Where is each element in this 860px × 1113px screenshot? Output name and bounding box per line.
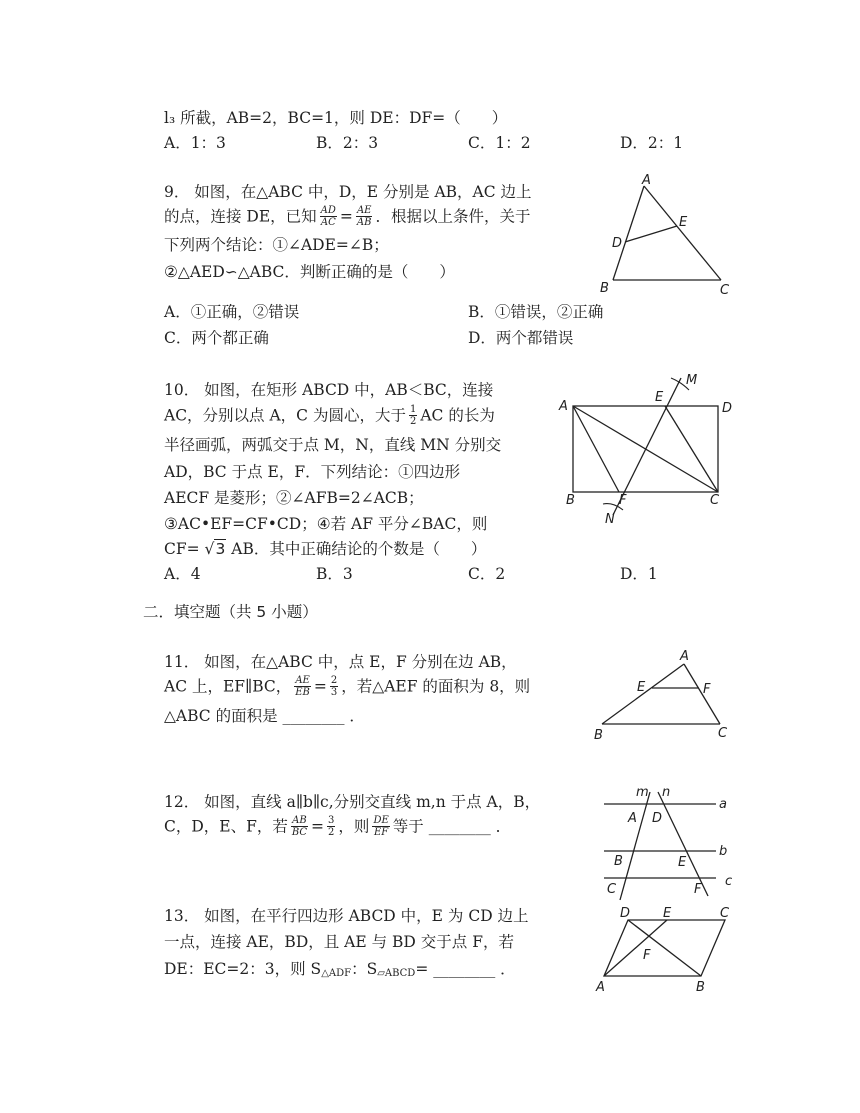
q10-half-fraction: $\frac{1}{2}$ bbox=[409, 404, 417, 427]
q11-line3: △ABC 的面积是 ________ ． bbox=[164, 707, 365, 725]
q8-stem: l₃ 所截，AB=2，BC=1，则 DE：DF=（ ） bbox=[164, 109, 508, 127]
q9-triangle-figure bbox=[590, 172, 740, 298]
q13-label-c: C bbox=[720, 906, 730, 921]
q12-eq: = bbox=[311, 817, 325, 836]
q10-line7 bbox=[164, 539, 486, 559]
q9-label-b: B bbox=[600, 281, 609, 296]
q10-line5: AECF 是菱形；②∠AFB=2∠ACB； bbox=[164, 489, 424, 507]
q9-frac2: $\frac{AE}{AB}$ bbox=[356, 205, 372, 228]
q12-label-b: B bbox=[614, 854, 623, 869]
q12-frac3: $\frac{DE}{EF}$ bbox=[373, 815, 389, 838]
q10-line6: ③AC•EF=CF•CD；④若 AF 平分∠BAC，则 bbox=[164, 515, 488, 533]
q11-label-a: A bbox=[680, 649, 689, 664]
q10-line2b: AC 的长为 bbox=[420, 406, 495, 425]
q11-label-e: E bbox=[637, 680, 646, 695]
q13-line3b: ：S bbox=[351, 960, 378, 978]
q12-label-d: D bbox=[652, 811, 663, 826]
q11-frac1: $\frac{AE}{EB}$ bbox=[295, 675, 310, 698]
q13-label-f: F bbox=[643, 948, 651, 963]
q10-line1: 10． 如图，在矩形 ABCD 中，AB＜BC，连接 bbox=[164, 381, 494, 399]
q12-line1: 12． 如图，直线 a∥b∥c,分别交直线 m,n 于点 A，B， bbox=[164, 793, 541, 811]
q10-label-b: B bbox=[566, 493, 575, 508]
q13-parallelogram-figure bbox=[592, 904, 742, 996]
q10-label-m: M bbox=[686, 373, 698, 388]
q8-option-c: C．1：2 bbox=[468, 134, 531, 152]
q9-option-a: A．①正确，②错误 bbox=[164, 303, 300, 321]
q12-line2b: ，则 bbox=[338, 817, 370, 836]
q13-sub-adf: △ADF bbox=[321, 968, 352, 979]
q9-line2b: ．根据以上条件，关于 bbox=[375, 207, 531, 226]
q13-label-e: E bbox=[663, 906, 672, 921]
q11-frac2: $\frac{2}{3}$ bbox=[330, 675, 338, 698]
q11-line2 bbox=[164, 676, 530, 699]
q10-line2 bbox=[164, 405, 495, 428]
q12-parallel-lines-figure bbox=[598, 782, 748, 902]
q12-line2a: C，D，E、F，若 bbox=[164, 817, 288, 836]
q12-label-c-line: c bbox=[725, 874, 733, 889]
q13-sub-abcd: ▱ABCD bbox=[377, 968, 416, 979]
q12-label-m: m bbox=[636, 785, 649, 800]
q11-line1: 11． 如图，在△ABC 中，点 E，F 分别在边 AB， bbox=[164, 653, 517, 671]
q10-line7a: CF= bbox=[164, 540, 200, 558]
q13-label-a: A bbox=[596, 980, 605, 995]
q9-line4: ②△AED∽△ABC．判断正确的是（ ） bbox=[164, 263, 455, 281]
q9-option-c: C．两个都正确 bbox=[164, 329, 269, 347]
q10-label-a: A bbox=[559, 399, 568, 414]
q12-label-a: A bbox=[628, 811, 637, 826]
q9-label-e: E bbox=[679, 215, 688, 230]
q10-line4: AD，BC 于点 E，F．下列结论：①四边形 bbox=[164, 463, 461, 481]
q13-line3a: DE：EC=2：3，则 S bbox=[164, 960, 322, 978]
q11-label-f: F bbox=[703, 682, 711, 697]
q9-option-d: D．两个都错误 bbox=[468, 329, 574, 347]
q12-label-b-line: b bbox=[719, 844, 728, 859]
q10-option-d: D．1 bbox=[620, 565, 658, 583]
q12-label-c: C bbox=[607, 882, 617, 897]
q10-option-c: C．2 bbox=[468, 565, 506, 583]
q10-line2a: AC，分别以点 A，C 为圆心，大于 bbox=[164, 406, 406, 425]
q13-line2: 一点，连接 AE，BD，且 AE 与 BD 交于点 F，若 bbox=[164, 933, 514, 951]
q10-sqrt3: √3 bbox=[204, 540, 226, 558]
q9-frac1: $\frac{AD}{AC}$ bbox=[320, 205, 336, 228]
q12-label-n: n bbox=[662, 785, 671, 800]
q10-line7b: AB．其中正确结论的个数是（ ） bbox=[231, 540, 487, 558]
q9-eq: = bbox=[339, 207, 353, 226]
q9-line3: 下列两个结论：①∠ADE=∠B； bbox=[164, 236, 389, 254]
q11-label-b: B bbox=[594, 728, 603, 743]
q8-option-a: A．1：3 bbox=[164, 134, 226, 152]
q13-label-b: B bbox=[696, 980, 705, 995]
q13-line1: 13． 如图，在平行四边形 ABCD 中，E 为 CD 边上 bbox=[164, 907, 529, 925]
q12-label-f: F bbox=[694, 882, 702, 897]
q12-label-a-line: a bbox=[719, 797, 727, 812]
q10-option-b: B．3 bbox=[316, 565, 353, 583]
q9-label-d: D bbox=[612, 236, 623, 251]
q8-option-d: D．2：1 bbox=[620, 134, 684, 152]
q13-label-d: D bbox=[620, 906, 631, 921]
q9-label-c: C bbox=[720, 283, 730, 298]
q10-option-a: A．4 bbox=[164, 565, 201, 583]
q12-frac2: $\frac{3}{2}$ bbox=[328, 815, 335, 838]
q9-line2 bbox=[164, 206, 531, 229]
q10-label-c: C bbox=[710, 493, 720, 508]
q9-line1: 9． 如图，在△ABC 中，D，E 分别是 AB，AC 边上 bbox=[164, 183, 532, 201]
q12-label-e: E bbox=[678, 855, 687, 870]
q11-triangle-figure bbox=[588, 645, 738, 745]
q12-line2 bbox=[164, 816, 511, 839]
q10-rectangle-figure bbox=[555, 370, 755, 530]
q9-option-b: B．①错误，②正确 bbox=[468, 303, 604, 321]
q10-label-n: N bbox=[605, 512, 615, 527]
q10-label-d: D bbox=[722, 401, 733, 416]
q10-label-e: E bbox=[655, 390, 664, 405]
q11-line2a: AC 上，EF∥BC， bbox=[164, 677, 292, 696]
q13-line3 bbox=[164, 959, 516, 984]
q11-line2b: ，若△AEF 的面积为 8，则 bbox=[341, 677, 531, 696]
q9-line2a: 的点，连接 DE，已知 bbox=[164, 207, 317, 226]
q10-label-f: F bbox=[619, 493, 627, 508]
q12-frac1: $\frac{AB}{BC}$ bbox=[291, 815, 308, 838]
q13-line3c: = ________ ． bbox=[415, 960, 516, 978]
q11-label-c: C bbox=[718, 726, 728, 741]
q11-eq: = bbox=[313, 677, 327, 696]
q9-label-a: A bbox=[642, 173, 651, 188]
q10-line3: 半径画弧，两弧交于点 M，N，直线 MN 分别交 bbox=[164, 436, 502, 454]
section-heading: 二．填空题（共 5 小题） bbox=[143, 603, 318, 621]
q12-line2c: 等于 ________ ． bbox=[392, 817, 512, 836]
q8-option-b: B．2：3 bbox=[316, 134, 379, 152]
